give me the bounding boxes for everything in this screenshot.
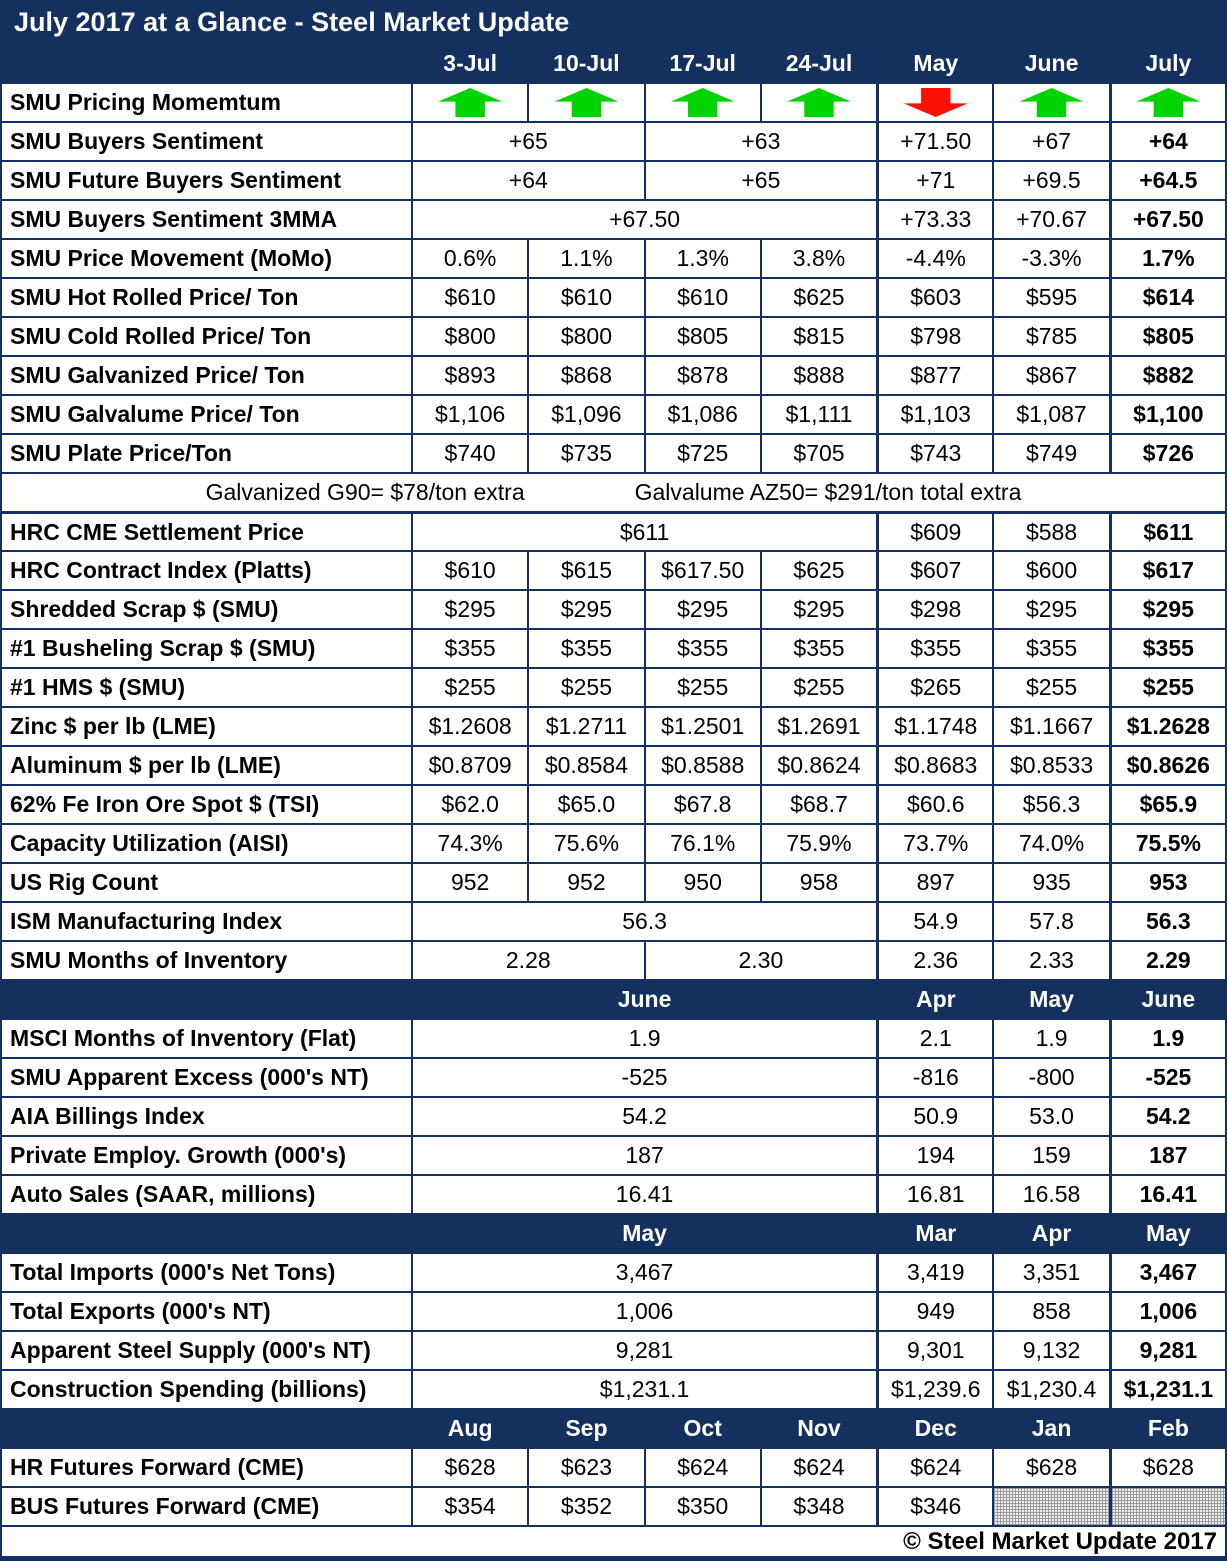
momentum-cell [876,84,992,121]
value-cell: Jan [992,1410,1108,1447]
period-band-row [2,1408,1225,1447]
table-row [2,589,1225,628]
table-row [2,82,1225,121]
value-cell: Apr [876,981,992,1018]
value-cell: $1.2608 [411,708,527,745]
row-label: Construction Spending (billions) [10,1376,367,1402]
value-cell: Aug [411,1410,527,1447]
value-cell: 1.9 [411,1020,876,1057]
row-label: SMU Plate Price/Ton [10,440,232,466]
value-cell: $1,111 [760,396,876,433]
value-cell: +64.5 [1109,162,1225,199]
row-label: 62% Fe Iron Ore Spot $ (TSI) [10,791,320,817]
value-cell: $255 [992,669,1108,706]
value-cell: $355 [992,630,1108,667]
value-cell: $610 [411,552,527,589]
value-cell: 2.29 [1109,942,1225,979]
value-cell: 9,281 [411,1332,876,1369]
value-cell: $625 [760,552,876,589]
table-row [2,823,1225,862]
value-cell: 54.9 [876,903,992,940]
value-cell: +64 [1109,123,1225,160]
value-cell: 2.36 [876,942,992,979]
column-header-spacer [2,45,411,82]
table-row [2,745,1225,784]
value-cell: $348 [760,1488,876,1525]
value-cell: $255 [527,669,643,706]
value-cell: $62.0 [411,786,527,823]
row-label: HR Futures Forward (CME) [10,1454,304,1480]
value-cell: 858 [992,1293,1108,1330]
value-cell: $725 [644,435,760,472]
value-cell: $65.9 [1109,786,1225,823]
value-cell: $255 [411,669,527,706]
value-cell: 9,281 [1109,1332,1225,1369]
value-cell: $1.1748 [876,708,992,745]
value-cell: 16.81 [876,1176,992,1213]
value-cell: $295 [760,591,876,628]
value-cell: $624 [644,1449,760,1486]
row-label: Aluminum $ per lb (LME) [10,752,281,778]
value-cell: 935 [992,864,1108,901]
row-label: Apparent Steel Supply (000's NT) [10,1337,371,1363]
table-row [2,511,1225,550]
value-cell: 952 [527,864,643,901]
momentum-up-arrow-icon [787,88,851,117]
value-cell: $1,106 [411,396,527,433]
value-cell: Oct [644,1410,760,1447]
value-cell: 54.2 [1109,1098,1225,1135]
value-cell: 54.2 [411,1098,876,1135]
value-cell: 9,132 [992,1332,1108,1369]
value-cell: $0.8533 [992,747,1108,784]
value-cell: $735 [527,435,643,472]
table-row [2,1291,1225,1330]
value-cell: $798 [876,318,992,355]
value-cell: 75.5% [1109,825,1225,862]
value-cell: $295 [411,591,527,628]
row-label: SMU Buyers Sentiment [10,128,264,154]
value-cell: +63 [644,123,877,160]
value-cell: $893 [411,357,527,394]
table-row [2,862,1225,901]
value-cell: $1.2711 [527,708,643,745]
value-cell: $1,103 [876,396,992,433]
row-label: Zinc $ per lb (LME) [10,713,216,739]
page-title: July 2017 at a Glance - Steel Market Update [2,0,1225,45]
value-cell: 187 [1109,1137,1225,1174]
value-cell: $867 [992,357,1108,394]
row-label: AIA Billings Index [10,1103,205,1129]
value-cell: 2.30 [644,942,877,979]
value-cell: $749 [992,435,1108,472]
value-cell: 56.3 [1109,903,1225,940]
row-label: HRC Contract Index (Platts) [10,557,312,583]
value-cell: 159 [992,1137,1108,1174]
row-label: SMU Pricing Momemtum [10,89,281,115]
momentum-down-arrow-icon [904,88,968,117]
value-cell: $0.8683 [876,747,992,784]
value-cell: 949 [876,1293,992,1330]
value-cell: $611 [1109,514,1225,550]
table-row [2,121,1225,160]
value-cell: May [411,1215,876,1252]
col-header-may: May [913,50,959,76]
value-cell: 2.28 [411,942,644,979]
momentum-up-arrow-icon [1020,88,1084,117]
value-cell: $352 [527,1488,643,1525]
value-cell: 76.1% [644,825,760,862]
value-cell: 16.41 [1109,1176,1225,1213]
table-row [2,1018,1225,1057]
value-cell: $705 [760,435,876,472]
value-cell: $60.6 [876,786,992,823]
row-label: SMU Buyers Sentiment 3MMA [10,206,338,232]
value-cell: $1,231.1 [1109,1371,1225,1408]
value-cell: $255 [760,669,876,706]
value-cell: $603 [876,279,992,316]
value-cell: $743 [876,435,992,472]
col-header-3-jul: 3-Jul [443,50,497,76]
table-row [2,355,1225,394]
value-cell: $65.0 [527,786,643,823]
momentum-up-arrow-icon [671,88,735,117]
value-cell: $628 [1109,1449,1225,1486]
value-cell: $726 [1109,435,1225,472]
row-label: HRC CME Settlement Price [10,518,304,545]
value-cell: $628 [992,1449,1108,1486]
value-cell: Nov [760,1410,876,1447]
value-cell: $0.8624 [760,747,876,784]
table-row [2,1486,1225,1525]
value-cell: $877 [876,357,992,394]
value-cell: 50.9 [876,1098,992,1135]
value-cell: 57.8 [992,903,1108,940]
value-cell: $0.8709 [411,747,527,784]
value-cell: 74.0% [992,825,1108,862]
value-cell: 1.7% [1109,240,1225,277]
row-label: SMU Months of Inventory [10,947,288,973]
value-cell: $623 [527,1449,643,1486]
value-cell: $609 [876,514,992,550]
value-cell: Dec [876,1410,992,1447]
value-cell: -3.3% [992,240,1108,277]
value-cell: +67.50 [411,201,876,238]
value-cell: $888 [760,357,876,394]
no-data-hatch-cell [1109,1488,1225,1525]
galvanized-extra-note: Galvanized G90= $78/ton extra [205,479,525,505]
value-cell: June [411,981,876,1018]
value-cell: $815 [760,318,876,355]
col-header-july: July [1145,50,1192,76]
value-cell: $355 [876,630,992,667]
value-cell: $615 [527,552,643,589]
value-cell: $882 [1109,357,1225,394]
value-cell: $346 [876,1488,992,1525]
extras-note-row [2,472,1225,511]
value-cell: $628 [411,1449,527,1486]
value-cell: $350 [644,1488,760,1525]
table-row [2,433,1225,472]
value-cell: $355 [760,630,876,667]
value-cell: -816 [876,1059,992,1096]
row-label: Private Employ. Growth (000's) [10,1142,347,1168]
table-row [2,316,1225,355]
value-cell: May [1109,1215,1225,1252]
value-cell: 950 [644,864,760,901]
value-cell: $868 [527,357,643,394]
table-row [2,277,1225,316]
value-cell: 3.8% [760,240,876,277]
row-label: Auto Sales (SAAR, millions) [10,1181,316,1207]
col-header-17-jul: 17-Jul [669,50,736,76]
row-label-empty [2,981,411,1018]
table-row [2,1096,1225,1135]
value-cell: $610 [527,279,643,316]
value-cell: -525 [411,1059,876,1096]
table-row [2,667,1225,706]
value-cell: $805 [644,318,760,355]
value-cell: 958 [760,864,876,901]
momentum-up-arrow-icon [438,88,502,117]
value-cell: $355 [527,630,643,667]
value-cell: $785 [992,318,1108,355]
table-row [2,1330,1225,1369]
value-cell: $354 [411,1488,527,1525]
value-cell: $1.2691 [760,708,876,745]
table-row [2,901,1225,940]
value-cell: 897 [876,864,992,901]
value-cell: $295 [1109,591,1225,628]
value-cell: $56.3 [992,786,1108,823]
momentum-up-arrow-icon [1136,88,1200,117]
momentum-cell [527,84,643,121]
value-cell: 73.7% [876,825,992,862]
momentum-cell [644,84,760,121]
value-cell: 194 [876,1137,992,1174]
value-cell: +71.50 [876,123,992,160]
value-cell: 2.1 [876,1020,992,1057]
value-cell: June [1109,981,1225,1018]
table-row [2,628,1225,667]
momentum-cell [411,84,527,121]
galvalume-extra-note: Galvalume AZ50= $291/ton total extra [634,479,1022,505]
value-cell: 1.9 [992,1020,1108,1057]
column-header-row [2,45,1225,82]
value-cell: +67 [992,123,1108,160]
value-cell: 1.9 [1109,1020,1225,1057]
copyright-text: © Steel Market Update 2017 [2,1525,1225,1561]
value-cell: 952 [411,864,527,901]
value-cell: $68.7 [760,786,876,823]
value-cell: $878 [644,357,760,394]
value-cell: $740 [411,435,527,472]
value-cell: $1,096 [527,396,643,433]
value-cell: 74.3% [411,825,527,862]
value-cell: $1.2628 [1109,708,1225,745]
row-label: #1 Busheling Scrap $ (SMU) [10,635,316,661]
table-row [2,1252,1225,1291]
row-label: Shredded Scrap $ (SMU) [10,596,279,622]
value-cell: 16.58 [992,1176,1108,1213]
value-cell: +65 [644,162,877,199]
row-label: MSCI Months of Inventory (Flat) [10,1025,357,1051]
row-label: BUS Futures Forward (CME) [10,1493,320,1519]
row-label: SMU Price Movement (MoMo) [10,245,333,271]
value-cell: $624 [876,1449,992,1486]
value-cell: 2.33 [992,942,1108,979]
value-cell: $805 [1109,318,1225,355]
value-cell: $295 [644,591,760,628]
value-cell: 187 [411,1137,876,1174]
value-cell: $588 [992,514,1108,550]
value-cell: 953 [1109,864,1225,901]
value-cell: $625 [760,279,876,316]
table-row [2,784,1225,823]
value-cell: 1.3% [644,240,760,277]
table-row [2,1447,1225,1486]
table-row [2,394,1225,433]
value-cell: 75.6% [527,825,643,862]
value-cell: $600 [992,552,1108,589]
value-cell: $355 [411,630,527,667]
value-cell: 53.0 [992,1098,1108,1135]
value-cell: 16.41 [411,1176,876,1213]
value-cell: $611 [411,514,876,550]
value-cell: $1,239.6 [876,1371,992,1408]
value-cell: $1,231.1 [411,1371,876,1408]
value-cell: $1,086 [644,396,760,433]
row-label-empty [2,1215,411,1252]
value-cell: 56.3 [411,903,876,940]
table-row [2,940,1225,979]
value-cell: $1,100 [1109,396,1225,433]
value-cell: $255 [644,669,760,706]
row-label: Total Imports (000's Net Tons) [10,1259,336,1285]
value-cell: $255 [1109,669,1225,706]
value-cell: -525 [1109,1059,1225,1096]
value-cell: 75.9% [760,825,876,862]
value-cell: $265 [876,669,992,706]
row-label: ISM Manufacturing Index [10,908,283,934]
period-band-row [2,979,1225,1018]
value-cell: $624 [760,1449,876,1486]
value-cell: +70.67 [992,201,1108,238]
table-row [2,1135,1225,1174]
value-cell: $800 [411,318,527,355]
value-cell: $0.8626 [1109,747,1225,784]
table-row [2,706,1225,745]
row-label: SMU Cold Rolled Price/ Ton [10,323,312,349]
value-cell: $617.50 [644,552,760,589]
no-data-hatch-cell [992,1488,1108,1525]
table-row [2,1369,1225,1408]
row-label: #1 HMS $ (SMU) [10,674,186,700]
row-label: SMU Galvalume Price/ Ton [10,401,300,427]
value-cell: -4.4% [876,240,992,277]
value-cell: Feb [1109,1410,1225,1447]
value-cell: $617 [1109,552,1225,589]
value-cell: $1,087 [992,396,1108,433]
row-label: Total Exports (000's NT) [10,1298,271,1324]
table-row [2,238,1225,277]
value-cell: 3,419 [876,1254,992,1291]
value-cell: $298 [876,591,992,628]
value-cell: $800 [527,318,643,355]
momentum-cell [760,84,876,121]
value-cell: $595 [992,279,1108,316]
value-cell: +71 [876,162,992,199]
value-cell: $1.1667 [992,708,1108,745]
period-band-row [2,1213,1225,1252]
value-cell: 3,467 [411,1254,876,1291]
value-cell: 1,006 [1109,1293,1225,1330]
momentum-cell [1109,84,1225,121]
value-cell: $1,230.4 [992,1371,1108,1408]
value-cell: $614 [1109,279,1225,316]
value-cell: 1.1% [527,240,643,277]
value-cell: +69.5 [992,162,1108,199]
value-cell: 9,301 [876,1332,992,1369]
col-header-10-jul: 10-Jul [553,50,620,76]
value-cell: $355 [644,630,760,667]
table-row [2,160,1225,199]
value-cell: $1.2501 [644,708,760,745]
col-header-june: June [1024,50,1079,76]
value-cell: $67.8 [644,786,760,823]
value-cell: 0.6% [411,240,527,277]
value-cell: $295 [992,591,1108,628]
value-cell: +64 [411,162,644,199]
value-cell: +67.50 [1109,201,1225,238]
row-label: Capacity Utilization (AISI) [10,830,289,856]
value-cell: +65 [411,123,644,160]
row-label: SMU Galvanized Price/ Ton [10,362,305,388]
table-row [2,199,1225,238]
momentum-cell [992,84,1108,121]
momentum-up-arrow-icon [554,88,618,117]
table-row [2,1174,1225,1213]
value-cell: Mar [876,1215,992,1252]
value-cell: 3,351 [992,1254,1108,1291]
value-cell: Sep [527,1410,643,1447]
value-cell: May [992,981,1108,1018]
value-cell: Apr [992,1215,1108,1252]
table-row [2,1057,1225,1096]
value-cell: $610 [411,279,527,316]
value-cell: $607 [876,552,992,589]
value-cell: $295 [527,591,643,628]
value-cell: $0.8584 [527,747,643,784]
table-body [2,82,1225,1525]
value-cell: $610 [644,279,760,316]
value-cell: -800 [992,1059,1108,1096]
value-cell: $355 [1109,630,1225,667]
value-cell: 1,006 [411,1293,876,1330]
value-cell: +73.33 [876,201,992,238]
row-label-empty [2,1410,411,1447]
row-label: US Rig Count [10,869,159,895]
col-header-24-jul: 24-Jul [785,50,853,76]
value-cell: 3,467 [1109,1254,1225,1291]
value-cell: $0.8588 [644,747,760,784]
table-row [2,550,1225,589]
row-label: SMU Apparent Excess (000's NT) [10,1064,369,1090]
row-label: SMU Future Buyers Sentiment [10,167,341,193]
row-label: SMU Hot Rolled Price/ Ton [10,284,299,310]
